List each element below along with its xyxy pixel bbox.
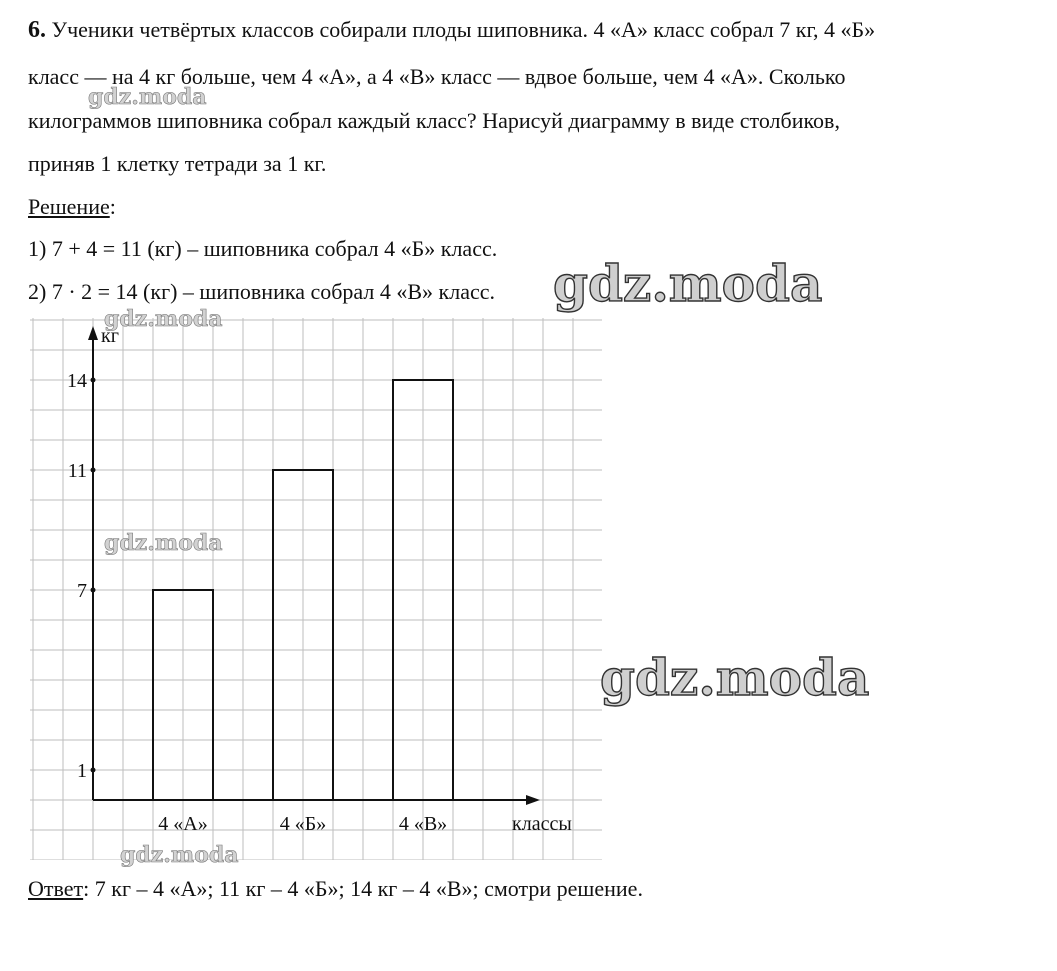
problem-number: 6. — [28, 17, 46, 43]
y-axis-label: кг — [101, 325, 119, 347]
problem-text-4: приняв 1 клетку тетради за 1 кг. — [28, 151, 327, 176]
x-axis-arrow — [526, 795, 540, 805]
x-tick-label: 4 «В» — [398, 813, 448, 835]
x-tick-label: 4 «А» — [158, 813, 208, 835]
y-tick-label: 14 — [67, 370, 87, 392]
problem-text-3: килограммов шиповника собрал каждый класс? Нарисуй диаграмму в виде столбиков, — [28, 108, 840, 133]
solution-step-1: 1) 7 + 4 = 11 (кг) – шиповника собрал 4 «Б» класс. — [28, 236, 498, 261]
grid — [30, 318, 602, 860]
solution-colon: : — [109, 194, 116, 219]
problem-text-1: Ученики четвёртых классов собирали плоды шиповника. 4 «А» класс собрал 7 кг, 4 «Б» — [51, 17, 876, 42]
y-tick-dot — [91, 768, 96, 773]
x-axis-label: классы — [512, 813, 572, 835]
bar-chart — [30, 318, 602, 860]
watermark: gdz.moda — [104, 306, 223, 332]
solution-heading — [28, 196, 116, 218]
y-axis-arrow — [88, 326, 98, 340]
problem-line-1 — [28, 18, 875, 42]
x-tick-label: 4 «Б» — [279, 813, 327, 835]
y-tick-label: 1 — [77, 760, 87, 782]
answer-label: Ответ — [28, 876, 84, 901]
y-tick-dot — [91, 378, 96, 383]
y-tick-label: 7 — [77, 580, 87, 602]
problem-text-2: класс — на 4 кг больше, чем 4 «А», а 4 «В» класс — вдвое больше, чем 4 «А». Сколько — [28, 64, 846, 89]
watermark-large: gdz.moda — [600, 648, 870, 707]
answer-text: : 7 кг – 4 «А»; 11 кг – 4 «Б»; 14 кг – 4 «В»; смотри решение. — [83, 876, 643, 901]
y-tick-dot — [91, 468, 96, 473]
watermark-large: gdz.moda — [553, 254, 823, 313]
solution-step-2: 2) 7 · 2 = 14 (кг) – шиповника собрал 4 «В» класс. — [28, 279, 495, 304]
solution-label: Решение — [28, 194, 110, 219]
y-tick-label: 11 — [67, 460, 87, 482]
watermark: gdz.moda — [88, 84, 207, 110]
watermark: gdz.moda — [104, 530, 223, 556]
y-tick-dot — [91, 588, 96, 593]
watermark: gdz.moda — [120, 842, 239, 868]
answer-line — [28, 878, 643, 900]
